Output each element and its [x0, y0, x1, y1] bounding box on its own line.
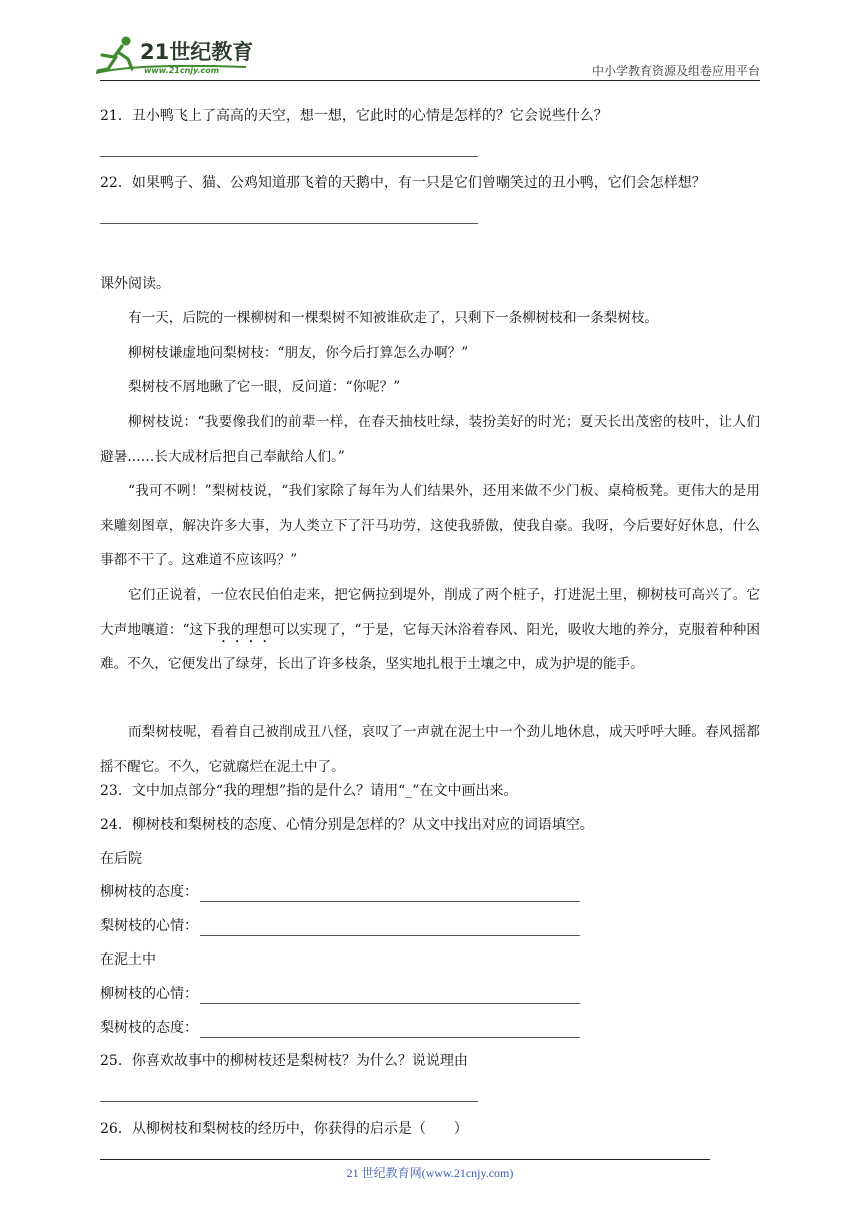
- fill-pear-mood-row: [100, 916, 580, 936]
- fill-pear-attitude-blank[interactable]: [200, 1023, 580, 1038]
- fill-willow-mood-label: 柳树枝的心情：: [100, 986, 198, 1002]
- passage-paragraph-6: [100, 578, 760, 682]
- passage-paragraph-7: 而梨树枝呢，看着自己被削成丑八怪，哀叹了一声就在泥土中一个劲儿地休息，成天呼呼大睡。春风摇都摇不醒它。不久，它就腐烂在泥土中了。: [100, 724, 760, 775]
- passage-paragraph-1: 有一天，后院的一棵柳树和一棵梨树不知被谁砍走了，只剩下一条柳树枝和一条梨树枝。: [128, 310, 659, 326]
- fill-pear-mood-label: 梨树枝的心情：: [100, 918, 198, 934]
- fill-pear-attitude-label: 梨树枝的态度：: [100, 1020, 198, 1036]
- fill-willow-attitude-row: [100, 882, 580, 902]
- my-ideal-dotted: 我的理想: [217, 621, 273, 638]
- p6-part-a: 它们正说着，一位农民伯伯走来，把它俩拉到堤外，削成了两个桩子，打进泥土里，柳树枝可高兴了。它大声地嚷道：“这下: [100, 587, 760, 638]
- fill-pear-attitude-row: [100, 1018, 580, 1038]
- section-soil: 在泥土中: [100, 952, 156, 968]
- question-21: 21．丑小鸭飞上了高高的天空，想一想，它此时的心情是怎样的？它会说些什么？: [100, 108, 608, 124]
- footer-text[interactable]: 21 世纪教育网(www.21cnjy.com): [346, 1166, 514, 1180]
- fill-pear-mood-blank[interactable]: [200, 921, 580, 936]
- passage-paragraph-2: 柳树枝谦虚地问梨树枝：“朋友，你今后打算怎么办啊？”: [128, 345, 469, 361]
- logo-url: www.21cnjy.com: [144, 66, 220, 75]
- fill-willow-mood-row: [100, 984, 580, 1004]
- footer-divider: [100, 1159, 710, 1160]
- question-24: 24．柳树枝和梨树枝的态度、心情分别是怎样的？从文中找出对应的词语填空。: [100, 817, 594, 833]
- fill-willow-mood-blank[interactable]: [200, 989, 580, 1004]
- reading-title: 课外阅读。: [100, 276, 170, 292]
- section-backyard: 在后院: [100, 851, 142, 867]
- question-25: 25．你喜欢故事中的柳树枝还是梨树枝？为什么？说说理由: [100, 1053, 468, 1069]
- answer-line-21[interactable]: [100, 156, 478, 157]
- logo-text: 21世纪教育: [140, 40, 254, 64]
- platform-name: 中小学教育资源及组卷应用平台: [591, 64, 760, 78]
- fill-willow-attitude-blank[interactable]: [200, 887, 580, 902]
- passage-paragraph-5: “我可不咧！”梨树枝说，“我们家除了每年为人们结果外，还用来做不少门板、桌椅板凳。更伟大的是用来雕刻图章，解决许多大事，为人类立下了汗马功劳，这使我骄傲，使我自豪。我呀，今后要好好休息，什么事都不干了。这难道不应该吗？”: [100, 483, 760, 568]
- question-26: 26．从柳树枝和梨树枝的经历中，你获得的启示是（ ）: [100, 1121, 468, 1137]
- header-divider: [100, 80, 760, 81]
- passage-paragraph-4: 柳树枝说：“我要像我们的前辈一样，在春天抽枝吐绿，装扮美好的时光；夏天长出茂密的枝叶，让人们避暑……长大成材后把自己奉献给人们。”: [100, 414, 760, 465]
- answer-line-22[interactable]: [100, 223, 478, 224]
- question-22: 22．如果鸭子、猫、公鸡知道那飞着的天鹅中，有一只是它们曾嘲笑过的丑小鸭，它们会怎样想？: [100, 175, 706, 191]
- passage-paragraph-3: 梨树枝不屑地瞅了它一眼，反问道：“你呢？”: [128, 379, 401, 395]
- question-23: 23．文中加点部分“我的理想”指的是什么？请用“_”在文中画出来。: [100, 783, 518, 799]
- p6-part-b: 可以实现了，“于是，它每天沐浴着春风、阳光，吸收大地的养分，克服着种种困难。不久，它便发出了绿芽，长出了许多枝条，坚实地扎根于土壤之中，成为护堤的能手。: [100, 621, 761, 672]
- answer-line-25[interactable]: [100, 1101, 478, 1102]
- fill-willow-attitude-label: 柳树枝的态度：: [100, 884, 198, 900]
- site-logo: [96, 33, 256, 77]
